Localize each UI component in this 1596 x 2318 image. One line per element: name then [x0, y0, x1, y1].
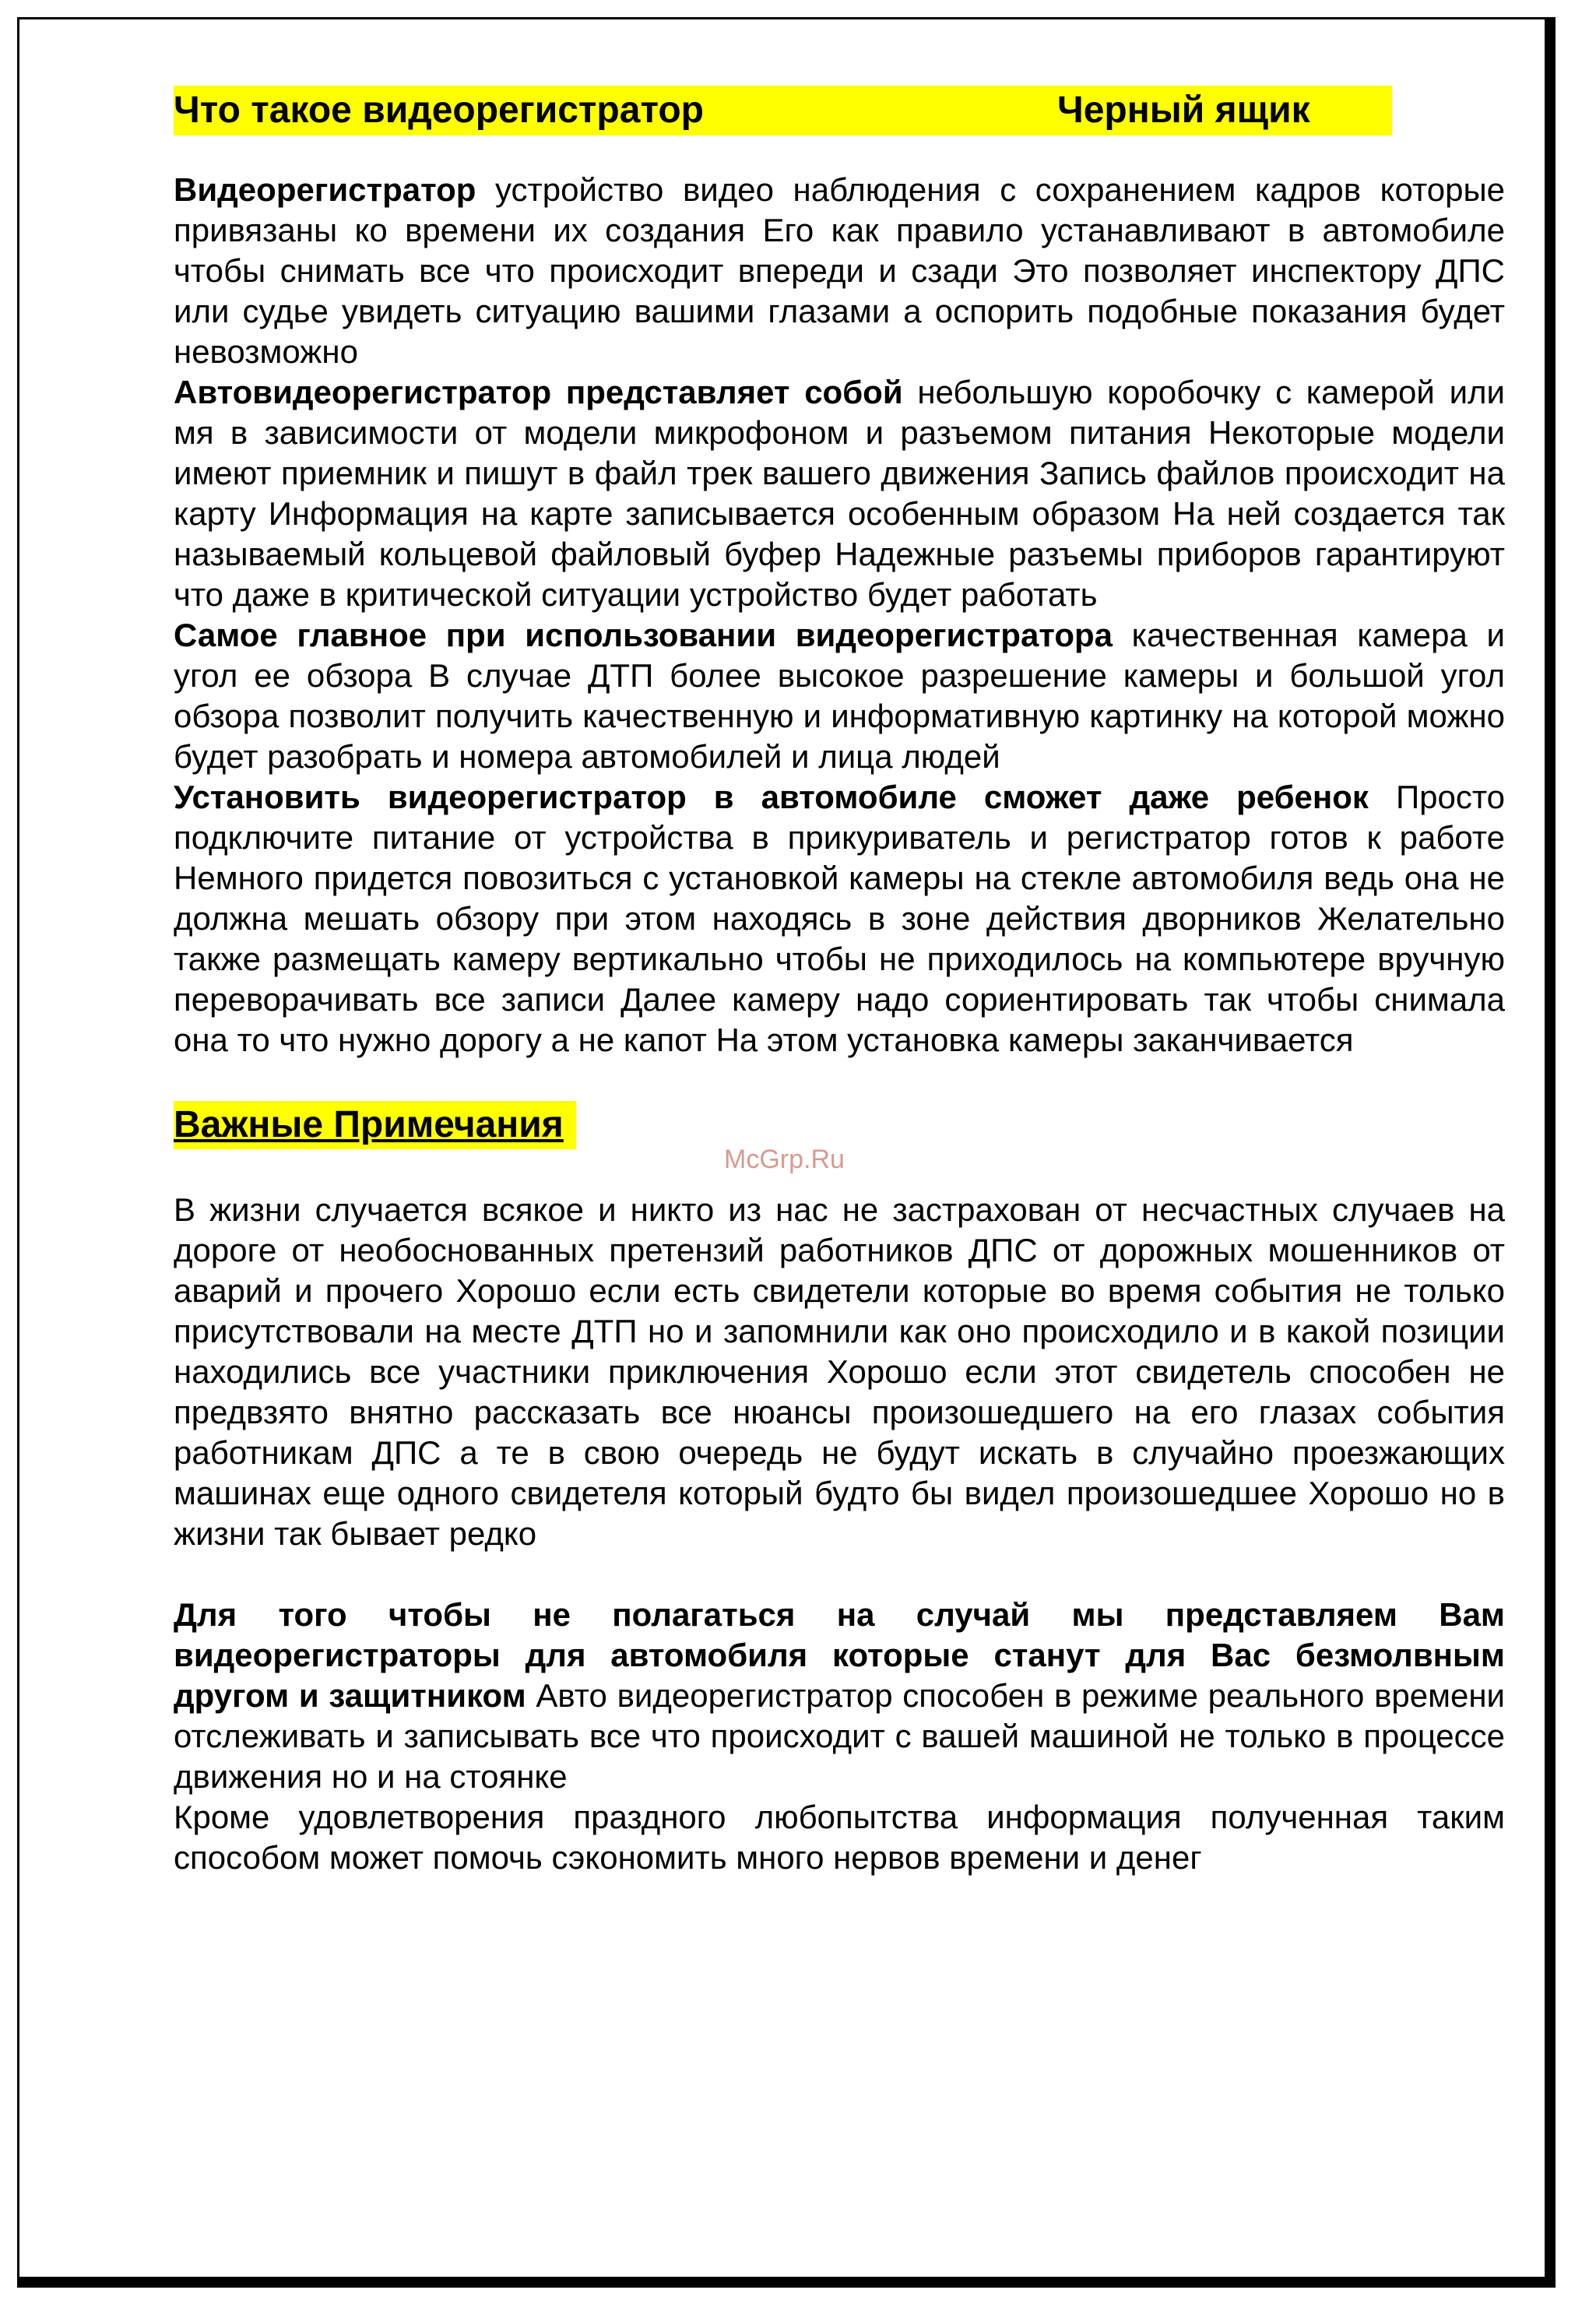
notes-text-2: Авто видеорегистратор способен в режиме реального времени отслеживать и записывать все что происходит с вашей машиной не только в процессе движения но и на стоянке	[174, 1677, 1505, 1795]
notes-paragraph-2	[174, 1595, 1505, 1797]
title-banner	[174, 86, 1392, 135]
intro-term-1: Видеорегистратор	[174, 171, 476, 208]
intro-paragraph-3	[174, 615, 1505, 777]
intro-text-4: Просто подключите питание от устройства в прикуриватель и регистратор готов к работе Немного придется повозиться с установкой камеры на стекле автомобиля ведь она не должна мешать обзору при этом находясь в зоне действия дворников Желательно также размещать камеру вертикально чтобы не приходилось на компьютере вручную переворачивать все записи Далее камеру надо сориентировать так чтобы снимала она то что нужно дорогу а не капот На этом установка камеры заканчивается	[174, 779, 1505, 1058]
document-body	[174, 86, 1505, 1878]
notes-heading: Важные Примечания	[174, 1101, 576, 1149]
intro-term-2: Автовидеорегистратор представляет собой	[174, 374, 903, 410]
intro-term-4: Установить видеорегистратор в автомобиле сможет даже ребенок	[174, 779, 1369, 815]
intro-paragraph-1	[174, 170, 1505, 372]
intro-paragraph-4	[174, 777, 1505, 1061]
intro-term-3: Самое главное при использовании видеорегистратора	[174, 617, 1113, 653]
notes-paragraph-1: В жизни случается всякое и никто из нас не застрахован от несчастных случаев на дороге от необоснованных претензий работников ДПС от дорожных мошенников от аварий и прочего Хорошо если есть свидетели которые во время события не только присутствовали на месте ДТП но и запомнили как оно происходило и в какой позиции находились все участники приключения Хорошо если этот свидетель способен не предвзято внятно рассказать все нюансы произошедшего на его глазах события работникам ДПС а те в свою очередь не будут искать в случайно проезжающих машинах еще одного свидетеля который будто бы видел произошедшее Хорошо но в жизни так бывает редко	[174, 1191, 1505, 1552]
notes-term-2: Для того чтобы не полагаться на случай мы представляем Вам видеорегистраторы для автомобиля которые станут для Вас безмолвным другом и защитником	[174, 1596, 1505, 1714]
intro-text-1: устройство видео наблюдения с сохранением кадров которые привязаны ко времени их создания Его как правило устанавливают в автомобиле чтобы снимать все что происходит впереди и сзади Это позволяет инспектору ДПС или судье увидеть ситуацию вашими глазами а оспорить подобные показания будет невозможно	[174, 171, 1505, 370]
page-subtitle: Черный ящик	[1057, 90, 1310, 131]
watermark: McGrp.Ru	[724, 1145, 845, 1174]
page-title: Что такое видеорегистратор	[174, 90, 704, 131]
intro-paragraph-2	[174, 372, 1505, 615]
notes-heading-row	[174, 1101, 1505, 1149]
intro-text-2: небольшую коробочку с камерой или мя в зависимости от модели микрофоном и разъемом питания Некоторые модели имеют приемник и пишут в файл трек вашего движения Запись файлов происходит на карту Информация на карте записывается особенным образом На ней создается так называемый кольцевой файловый буфер Надежные разъемы приборов гарантируют что даже в критической ситуации устройство будет работать	[174, 374, 1506, 613]
intro-text-3: качественная камера и угол ее обзора В случае ДТП более высокое разрешение камеры и большой угол обзора позволит получить качественную и информативную картинку на которой можно будет разобрать и номера автомобилей и лица людей	[174, 617, 1505, 775]
notes-paragraph-3: Кроме удовлетворения праздного любопытства информация полученная таким способом может помочь сэкономить много нервов времени и денег	[174, 1799, 1505, 1876]
